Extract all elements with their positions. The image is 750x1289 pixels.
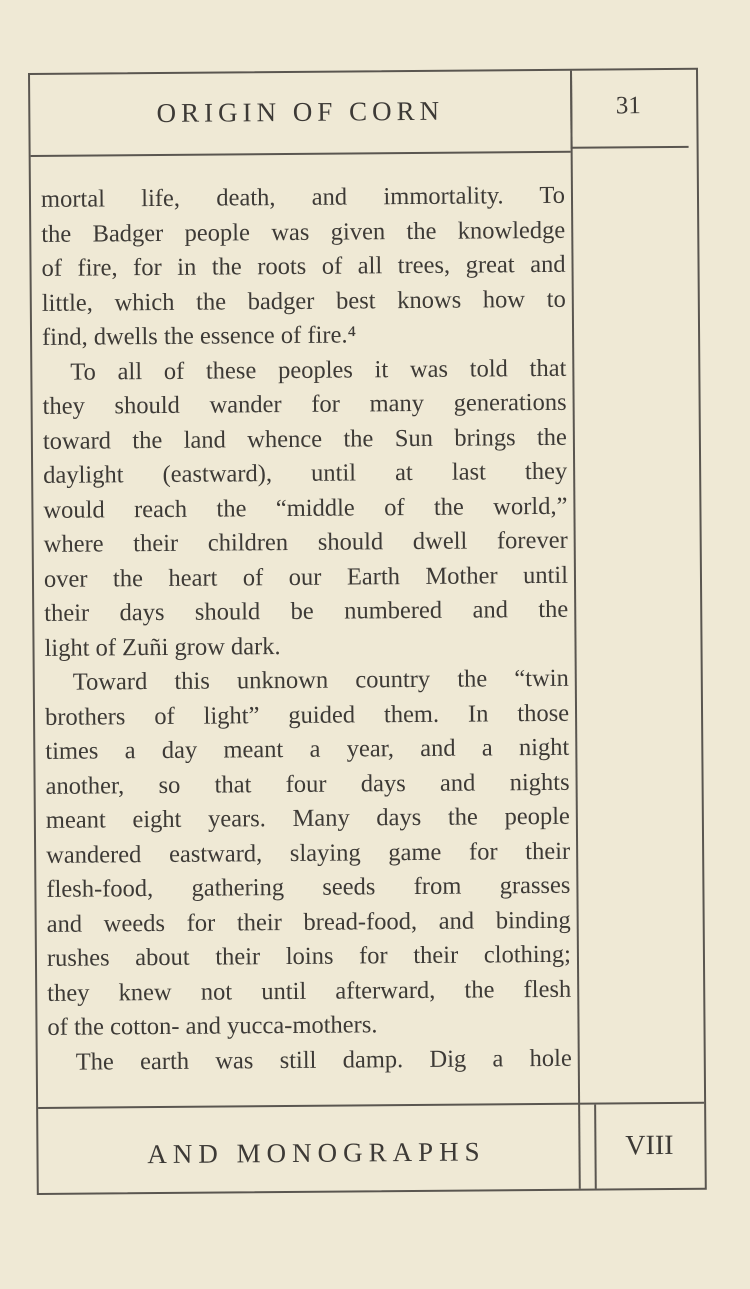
text-line: toward the land whence the Sun brings the [42,423,567,455]
text-line: light of Zuñi grow dark. [44,632,281,662]
text-line: The earth was still damp. Dig a hole [75,1044,572,1076]
page-number: 31 [615,92,641,120]
text-line: To all of these peoples it was told that [70,354,567,386]
running-title: ORIGIN OF CORN [156,95,445,128]
text-line: flesh-food, gathering seeds from grasses [46,871,571,903]
text-line: of fire, for in the roots of all trees, great and [41,250,566,282]
text-line: they should wander for many generations [42,388,567,420]
text-line: Toward this unknown country the “twin [72,664,569,696]
text-line: rushes about their loins for their clothing; [46,940,572,972]
text-line: times a day meant a year, and a night [45,733,570,765]
text-line: meant eight years. Many days the people [45,802,570,834]
text-line: wandered eastward, slaying game for their [46,837,571,869]
text-line: of the cotton- and yucca-mothers. [47,1011,378,1041]
text-line: brothers of light” guided them. In those [44,699,570,731]
text-line: another, so that four days and nights [45,768,570,800]
margin-column [570,71,581,1189]
text-line: their days should be numbered and the [44,595,569,627]
page-frame [28,68,707,1195]
text-line: the Badger people was given the knowledge [41,216,566,248]
body-text [41,179,572,1080]
text-line: mortal life, death, and immortality. To [40,181,566,213]
text-line: over the heart of our Earth Mother until [43,561,569,593]
text-line: they knew not until afterward, the flesh [47,975,572,1007]
text-line: little, which the badger best knows how to [41,285,566,317]
volume-number: VIII [625,1129,674,1162]
text-line: daylight (eastward), until at last they [43,457,568,489]
text-line: would reach the “middle of the world,” [43,492,568,524]
text-line: and weeds for their bread-food, and binding [46,906,571,938]
text-line: where their children should dwell forever [43,526,568,558]
text-line: find, dwells the essence of fire.⁴ [41,321,357,351]
footer-title: AND MONOGRAPHS [147,1136,486,1170]
